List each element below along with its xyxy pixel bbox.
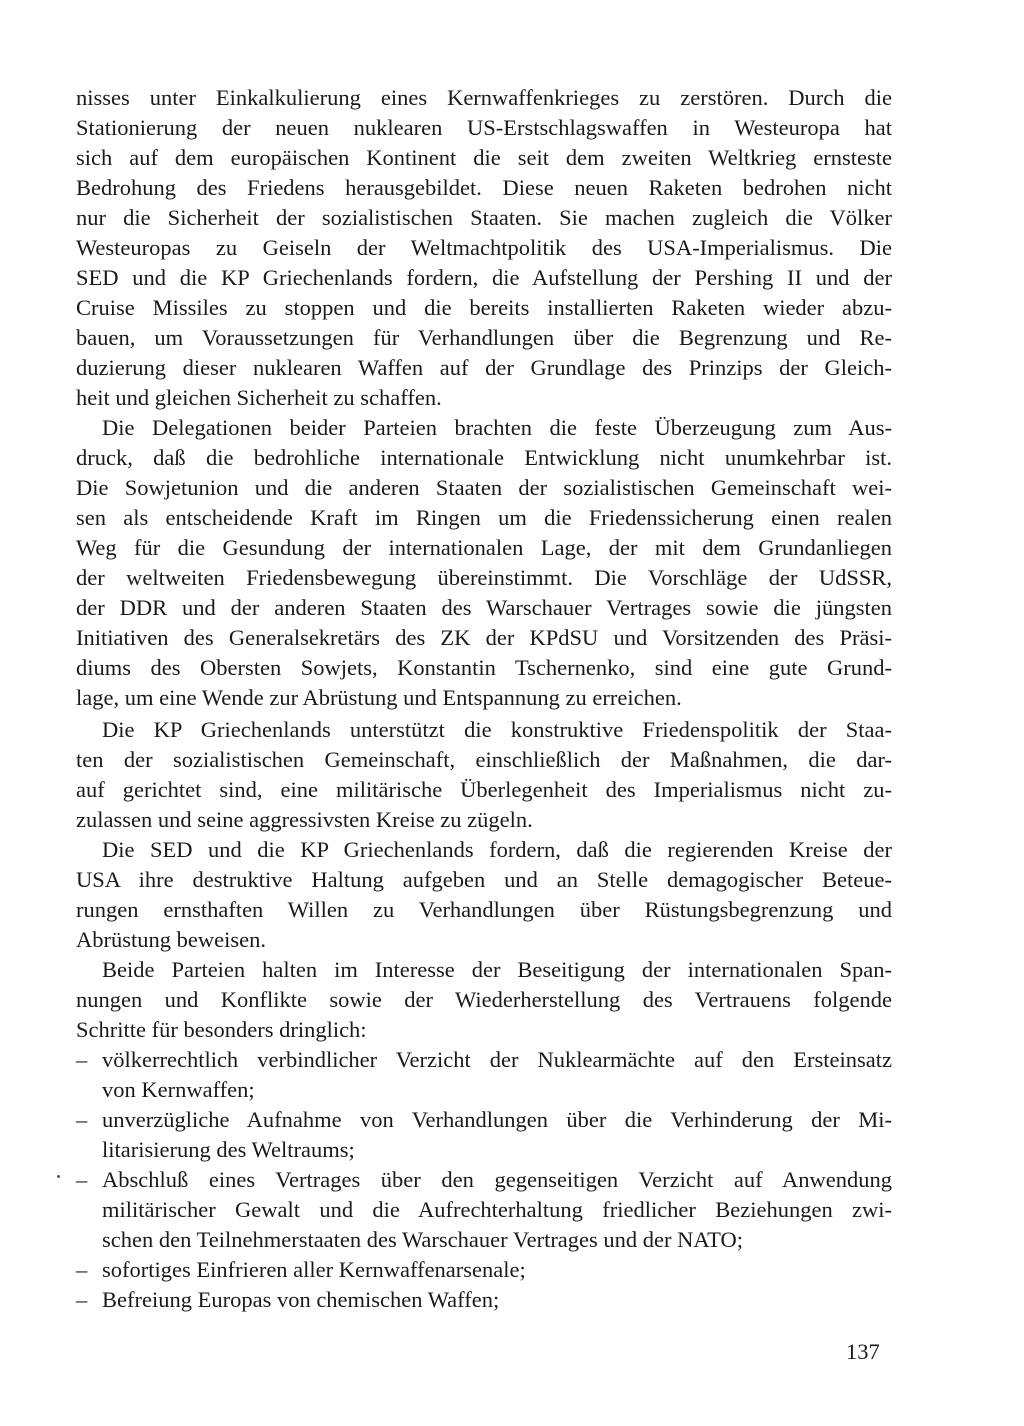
text-line: ten der sozialistischen Gemeinschaft, einschließlich der Maßnahmen, die dar- xyxy=(76,747,892,772)
list-dash: – xyxy=(76,1047,88,1072)
text-line: druck, daß die bedrohliche internationale Entwicklung nicht unumkehrbar ist. xyxy=(76,445,892,470)
text-line: zulassen und seine aggressivsten Kreise zu zügeln. xyxy=(76,807,533,832)
text-line: schen den Teilnehmerstaaten des Warschauer Vertrages und der NATO; xyxy=(102,1227,743,1252)
text-line: sofortiges Einfrieren aller Kernwaffenarsenale; xyxy=(102,1257,526,1282)
text-line: Westeuropas zu Geiseln der Weltmachtpolitik des USA-Imperialismus. Die xyxy=(76,235,892,260)
text-line: Die SED und die KP Griechenlands fordern, daß die regierenden Kreise der xyxy=(102,837,892,862)
list-dash: – xyxy=(76,1167,88,1192)
text-line: rungen ernsthaften Willen zu Verhandlungen über Rüstungsbegrenzung und xyxy=(76,897,892,922)
text-line: Die Delegationen beider Parteien brachten die feste Überzeugung zum Aus- xyxy=(102,415,892,440)
text-line: unverzügliche Aufnahme von Verhandlungen über die Verhinderung der Mi- xyxy=(102,1107,892,1132)
print-speck xyxy=(57,1175,60,1178)
text-line: Bedrohung des Friedens herausgebildet. Diese neuen Raketen bedrohen nicht xyxy=(76,175,892,200)
text-line: nungen und Konflikte sowie der Wiederherstellung des Vertrauens folgende xyxy=(76,987,892,1012)
text-line: Die KP Griechenlands unterstützt die konstruktive Friedenspolitik der Staa- xyxy=(102,717,892,742)
text-line: USA ihre destruktive Haltung aufgeben und an Stelle demagogischer Beteue- xyxy=(76,867,892,892)
page-number: 137 xyxy=(846,1339,880,1364)
text-line: Schritte für besonders dringlich: xyxy=(76,1017,367,1042)
text-line: sen als entscheidende Kraft im Ringen um die Friedenssicherung einen realen xyxy=(76,505,892,530)
text-line: lage, um eine Wende zur Abrüstung und Entspannung zu erreichen. xyxy=(76,685,682,710)
text-line: Weg für die Gesundung der internationalen Lage, der mit dem Grundanliegen xyxy=(76,535,892,560)
text-line: der DDR und der anderen Staaten des Warschauer Vertrages sowie die jüngsten xyxy=(76,595,892,620)
text-line: Abschluß eines Vertrages über den gegenseitigen Verzicht auf Anwendung xyxy=(102,1167,892,1192)
text-line: sich auf dem europäischen Kontinent die seit dem zweiten Weltkrieg ernsteste xyxy=(76,145,892,170)
text-line: duzierung dieser nuklearen Waffen auf der Grundlage des Prinzips der Gleich- xyxy=(76,355,892,380)
text-line: völkerrechtlich verbindlicher Verzicht der Nuklearmächte auf den Ersteinsatz xyxy=(102,1047,892,1072)
text-line: nur die Sicherheit der sozialistischen Staaten. Sie machen zugleich die Völker xyxy=(76,205,892,230)
text-line: litarisierung des Weltraums; xyxy=(102,1137,355,1162)
text-line: bauen, um Voraussetzungen für Verhandlungen über die Begrenzung und Re- xyxy=(76,325,892,350)
text-line: Initiativen des Generalsekretärs des ZK der KPdSU und Vorsitzenden des Präsi- xyxy=(76,625,892,650)
list-dash: – xyxy=(76,1257,88,1282)
text-line: Stationierung der neuen nuklearen US-Erstschlagswaffen in Westeuropa hat xyxy=(76,115,892,140)
list-dash: – xyxy=(76,1107,88,1132)
text-line: Beide Parteien halten im Interesse der Beseitigung der internationalen Span- xyxy=(102,957,892,982)
text-line: Die Sowjetunion und die anderen Staaten der sozialistischen Gemeinschaft wei- xyxy=(76,475,892,500)
text-line: nisses unter Einkalkulierung eines Kernwaffenkrieges zu zerstören. Durch die xyxy=(76,85,892,110)
text-line: Befreiung Europas von chemischen Waffen; xyxy=(102,1287,500,1312)
text-line: heit und gleichen Sicherheit zu schaffen. xyxy=(76,385,442,410)
text-line: SED und die KP Griechenlands fordern, die Aufstellung der Pershing II und der xyxy=(76,265,892,290)
list-dash: – xyxy=(76,1287,88,1312)
text-line: Cruise Missiles zu stoppen und die bereits installierten Raketen wieder abzu- xyxy=(76,295,892,320)
text-line: der weltweiten Friedensbewegung übereinstimmt. Die Vorschläge der UdSSR, xyxy=(76,565,892,590)
text-line: militärischer Gewalt und die Aufrechterhaltung friedlicher Beziehungen zwi- xyxy=(102,1197,892,1222)
text-line: diums des Obersten Sowjets, Konstantin Tschernenko, sind eine gute Grund- xyxy=(76,655,892,680)
text-line: von Kernwaffen; xyxy=(102,1077,255,1102)
text-line: Abrüstung beweisen. xyxy=(76,927,266,952)
text-line: auf gerichtet sind, eine militärische Überlegenheit des Imperialismus nicht zu- xyxy=(76,777,892,802)
